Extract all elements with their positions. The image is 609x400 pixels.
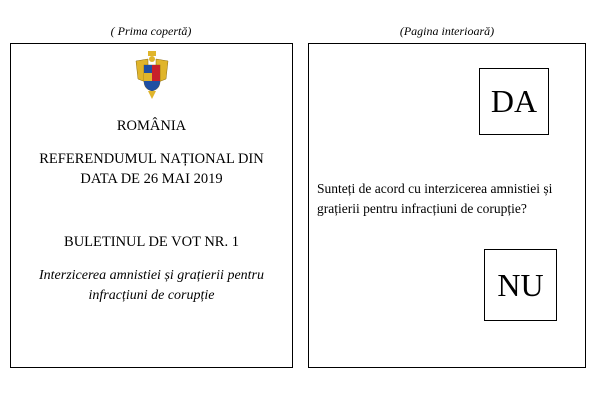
referendum-question-line1: Sunteți de acord cu interzicerea amnistiei și bbox=[317, 181, 553, 196]
cover-caption: ( Prima copertă) bbox=[110, 24, 192, 38]
romania-coat-of-arms-icon bbox=[134, 51, 170, 101]
country-name: ROMÂNIA bbox=[116, 118, 187, 134]
referendum-question-line2: grațierii pentru infracțiuni de corupție? bbox=[317, 201, 527, 216]
yes-vote-label: DA bbox=[490, 83, 538, 119]
ballot-inner-panel bbox=[308, 43, 586, 368]
no-vote-label: NU bbox=[497, 266, 544, 303]
ballot-subject-line2: infracțiuni de corupție bbox=[88, 288, 215, 303]
referendum-question bbox=[317, 179, 577, 219]
inner-page-caption: (Pagina interioară) bbox=[399, 24, 495, 38]
referendum-title bbox=[11, 149, 292, 189]
ballot-subject-line1: Interzicerea amnistiei și grațierii pentru bbox=[38, 268, 264, 283]
yes-vote-box[interactable] bbox=[479, 68, 549, 135]
no-vote-box[interactable] bbox=[484, 249, 557, 321]
ballot-subject bbox=[11, 266, 292, 306]
ballot-title: BULETINUL DE VOT NR. 1 bbox=[64, 234, 239, 250]
referendum-title-line1: REFERENDUMUL NAȚIONAL DIN bbox=[39, 151, 264, 167]
referendum-title-line2: DATA DE 26 MAI 2019 bbox=[80, 171, 223, 187]
ballot-cover-panel bbox=[10, 43, 293, 368]
